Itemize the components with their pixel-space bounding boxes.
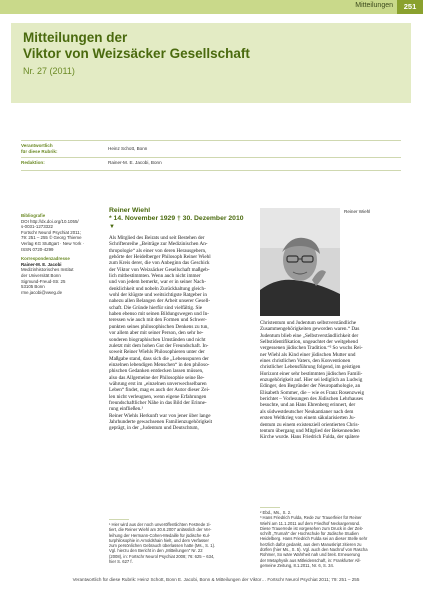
body-text-line: Jahrhunderte gewachsenen Familienzugehörigkeit bbox=[109, 418, 213, 425]
body-text-line: punkten seines philosophischen Denkens zu tun, bbox=[109, 323, 209, 330]
footnote-line: gemeine Zeitung, 8.1.2011, Nr. 6, S. 34. bbox=[260, 562, 334, 568]
footnote-line: herzlich dafür gedankt, aus dem Manuskript zitieren zu bbox=[260, 541, 362, 547]
body-text-line: rung einfließen.¹ bbox=[109, 406, 144, 413]
title-line-2: Viktor von Weizsäcker Gesellschaft bbox=[23, 45, 250, 61]
correspondence-line: Medizinhistorisches Institut bbox=[21, 267, 74, 273]
footnote-line: Wiehl am 11.1.2011 auf dem Friedhof Neckargemünd. bbox=[260, 520, 361, 526]
body-text-line: Reiner Wiehls Herkunft war von jener über lange bbox=[109, 412, 211, 419]
bibliography-line: 79: 251 – 255 © Georg Thieme bbox=[21, 235, 82, 241]
page-number: 251 bbox=[397, 0, 423, 14]
portrait-photo bbox=[260, 208, 340, 316]
body-text-line: nahezu allen Belangen der Arbeit unserer Gesell- bbox=[109, 298, 211, 305]
footnote-line: dürfen (hier Ms., S. 5). Vgl. auch den Nachruf von Rascha bbox=[260, 547, 368, 553]
body-text-line: als südwestdeutscher Neukantianer nach dem bbox=[260, 408, 354, 415]
portrait-image bbox=[260, 208, 340, 316]
footnote-line: ³ Hans Friedrich Fulda, Rede zur Trauerfeier für Reiner bbox=[260, 515, 362, 521]
footnote-line: der Metaphysik aus Mitleidenschaft, in: Frankfurter All- bbox=[260, 557, 361, 563]
body-text-line: Elisabeth Sommer, die – wie es Franz Rosenzweig bbox=[260, 389, 365, 396]
body-text-line: vergessenen jüdischen Tradition.“² So wuchs Rei- bbox=[260, 345, 363, 352]
meta-verantwortlich bbox=[21, 143, 148, 155]
body-text-line: Leben“ findet, mag es auch der Autor dieser Zei- bbox=[109, 387, 210, 394]
title-banner bbox=[11, 23, 411, 103]
footnote-line: tiert, die Reiner Wiehl am 30.6.2007 anlässlich der Ver- bbox=[109, 527, 212, 533]
body-text-line: gehörte der Heidelberger Philosoph Reiner Wiehl bbox=[109, 254, 211, 261]
body-text-line: dentum zu einem existenziell orientierten Chris- bbox=[260, 421, 360, 428]
body-text-line: zuletzt mit dem hohen Gut der Freundschaft. In- bbox=[109, 342, 209, 349]
body-text-line: soweit Reiner Wiehls Philosophieren unter der bbox=[109, 349, 205, 356]
photo-caption: Reiner Wiehl bbox=[344, 209, 371, 214]
article-heading bbox=[109, 207, 256, 232]
divider bbox=[21, 157, 401, 158]
issue-number: Nr. 27 (2011) bbox=[23, 66, 75, 76]
footnote-line: ² Ebd., Ms., S. 2. bbox=[260, 510, 292, 515]
bibliography-line: DOI http://dx.doi.org/10.1055/ bbox=[21, 218, 79, 224]
body-text-line: lich mitbestimmten. Wenn auch nicht immer bbox=[109, 273, 201, 280]
footnote-line: schrift „Trumah“ der Hochschule für Jüdische Studien bbox=[260, 531, 359, 537]
footnote-line: Diese Trauerrede ist vorgesehen zum Druck in der Zeit- bbox=[260, 525, 364, 531]
footnote-line: ¹ Hier wird aus der noch unveröffentlichten Festrede zi- bbox=[109, 522, 211, 527]
body-text-line: schaft. Die Gründe hierfür sind vielfältig. Sie bbox=[109, 304, 203, 311]
body-text-line: ner Wiehl als Kind einer jüdischen Mutter und bbox=[260, 351, 356, 358]
citation-footer: Verantwortlich für diese Rubrik: Heinz Schott, Bonn E. Jacobi, Bonn & Mitteilungen der Viktor… Fortschr Neurol Psychiat 2011; 79: 251 – 255 bbox=[72, 577, 360, 582]
body-text-line: christlicher Lebensführung folgend, im geistigen bbox=[260, 364, 361, 371]
running-header bbox=[0, 0, 423, 14]
article-column-1 bbox=[109, 235, 256, 508]
body-text-line: Judentum blieb eine „Selbstverständlichkeit der bbox=[260, 332, 359, 339]
body-text-line: Selbstidentifikation, ungeachtet der weitgehend bbox=[260, 339, 358, 346]
body-text-line: einzelnen lebendigen Menschen“ in den philoso- bbox=[109, 361, 210, 368]
body-text-line: teressen wie auch mit den Formen und Schwer- bbox=[109, 317, 207, 324]
body-text-line: der Viktor von Weizsäcker Gesellschaft maßgeb- bbox=[109, 266, 210, 273]
body-text-line: wohl der klügste und weitsichtigste Ratgeber in bbox=[109, 292, 207, 299]
body-text-line: vor allem aber mit seiner Person, den sehr be- bbox=[109, 330, 204, 337]
footnote-line: leihung der Hermann-Cohen-Medaille für jüdische Kul- bbox=[109, 532, 211, 538]
body-text-line: Christentum und Judentum selbstverständliche bbox=[260, 320, 357, 326]
title-line-1: Mitteilungen der bbox=[23, 30, 128, 45]
body-text-line: tentum übergang und Mitglied der Bekennenden bbox=[260, 427, 360, 434]
body-text-line: Maßgabe stand, dass sich die „Lebensspuren der bbox=[109, 355, 209, 362]
body-text-line: zum Kreis derer, die von Anbeginn das Geschick bbox=[109, 260, 210, 267]
footnote-line: hier S. 627 f. bbox=[109, 559, 133, 565]
meta-value: Heinz Schott, Bonn bbox=[108, 146, 148, 151]
body-text-line: Zusammengehörigkeiten geworden waren.“ Das bbox=[260, 326, 360, 333]
body-text-line: enzugehörigkeit auf. Hier sei lediglich an Ludwig bbox=[260, 377, 363, 384]
body-text-line: Horizont einer sehr bestimmten jüdischen Famili- bbox=[260, 370, 363, 377]
footnote-divider bbox=[109, 519, 129, 520]
footnote-line: (2008), in: Fortschr Neurol Psychiat 2008; 76: 625 – 634, bbox=[109, 553, 215, 559]
footnote-divider bbox=[260, 507, 280, 508]
bibliography-line: s-0031-1273322 bbox=[21, 224, 53, 230]
correspondence-name: Rainer-M. E. Jacobi bbox=[21, 261, 62, 267]
body-text-line: und von jedem bemerkt, war er in seiner Nach- bbox=[109, 279, 206, 286]
footnote-line: Vgl. hierzu den Bericht in den „Mitteilungen“ Nr. 22 bbox=[109, 548, 203, 554]
body-text-line: also das Allgemeine der Philosophie seine Be- bbox=[109, 374, 205, 381]
section-label: Mitteilungen bbox=[355, 2, 393, 9]
footnote-line: turphilosophie in Arnoldshain hielt, und dem Verfasser bbox=[109, 537, 209, 543]
obituary-dates: * 14. November 1929 † 30. Dezember 2010 bbox=[109, 215, 244, 223]
body-text-line: Kirche wurde. Hans Friedrich Fulda, der spätere bbox=[260, 434, 360, 441]
correspondence-lines bbox=[21, 267, 99, 295]
body-text-line: ersten Weltkrieg von einem säkularisierten Ju- bbox=[260, 415, 356, 422]
bibliography-line: Verlag KG Stuttgart · New York · bbox=[21, 240, 84, 246]
header-stripe bbox=[0, 0, 399, 14]
body-text-line: freundschaftlicher Nähe in das Bild der Erinne- bbox=[109, 399, 207, 406]
bibliography-sidebar bbox=[21, 210, 99, 295]
body-text-line: haben ebenso mit seinen Bildungswegen und In- bbox=[109, 311, 209, 318]
body-text-line: eines christlichen Vaters, den Konventionen bbox=[260, 358, 351, 365]
meta-redaktion bbox=[21, 160, 162, 166]
body-text-line: Als Mitglied des Beirats und seit Bestehen der bbox=[109, 235, 205, 241]
meta-label: Verantwortlich bbox=[21, 143, 53, 148]
footnote-1 bbox=[109, 522, 256, 564]
article-column-2 bbox=[260, 320, 407, 508]
divider bbox=[21, 140, 401, 141]
body-text-line: denklichkeit und nobeln Zurückhaltung gleich- bbox=[109, 285, 206, 292]
correspondence-line: der Universität Bonn bbox=[21, 272, 61, 278]
body-text-line: thropologie“ als einer von deren Herausgebern, bbox=[109, 247, 207, 254]
meta-label: Redaktion: bbox=[21, 160, 45, 165]
footnote-line: Rohmer, So wäre Wahrheit nah und breit. Erneuerung bbox=[260, 552, 360, 558]
correspondence-line: 53105 Bonn bbox=[21, 284, 45, 290]
footnotes-2-3 bbox=[260, 510, 407, 568]
meta-value: Rainer-M. E. Jacobi, Bonn bbox=[108, 160, 162, 165]
meta-label: für diese Rubrik: bbox=[21, 149, 58, 154]
bibliography-line: ISSN 0720-4299 bbox=[21, 246, 54, 252]
body-text-line: besuchte, und an Hans Ehrenberg erinnert, der bbox=[260, 402, 356, 409]
arrow-down-icon: ▼ bbox=[109, 224, 115, 231]
footnote-line: Heidelberg. Hans Friedrich Fulda sei an dieser Stelle sehr bbox=[260, 536, 368, 542]
bibliography-heading: Bibliografie bbox=[21, 213, 46, 218]
bibliography-line: Fortschr Neurol Psychiat 2011; bbox=[21, 229, 81, 235]
footnote-line: zum persönlichen Gebrauch überlassen hatte (Ms., S. 1). bbox=[109, 543, 216, 549]
body-text-line: sonderen biographischen Umständen und nicht bbox=[109, 336, 206, 343]
body-text-line: währung erst im „einzelnen unverwechselbaren bbox=[109, 380, 207, 387]
correspondence-line: rme.jacobi@vweg.de bbox=[21, 289, 63, 295]
obituary-name: Reiner Wiehl bbox=[109, 207, 151, 214]
journal-section-title bbox=[23, 30, 399, 61]
correspondence-heading: Korrespondenzadresse bbox=[21, 256, 70, 262]
bibliography-lines bbox=[21, 219, 99, 253]
body-text-line: phischen Gedanken entdecken lassen müssen, bbox=[109, 368, 204, 375]
body-text-line: Edinger, den Begründer der Neuropathologie, an bbox=[260, 383, 361, 390]
body-text-line: berichtet – Vorlesungen des Jüdischen Lehrhauses bbox=[260, 396, 364, 403]
body-text-line: Schriftenreihe „Beiträge zur Medizinischen An- bbox=[109, 241, 208, 248]
correspondence-line: Sigmund-Freud-Str. 25 bbox=[21, 278, 66, 284]
body-text-line: len nicht verleugnen, wenn eigene Erfahrungen bbox=[109, 393, 207, 400]
body-text-line: geprägt, in der „Judentum und Deutschtum, bbox=[109, 425, 199, 432]
divider bbox=[21, 170, 401, 171]
